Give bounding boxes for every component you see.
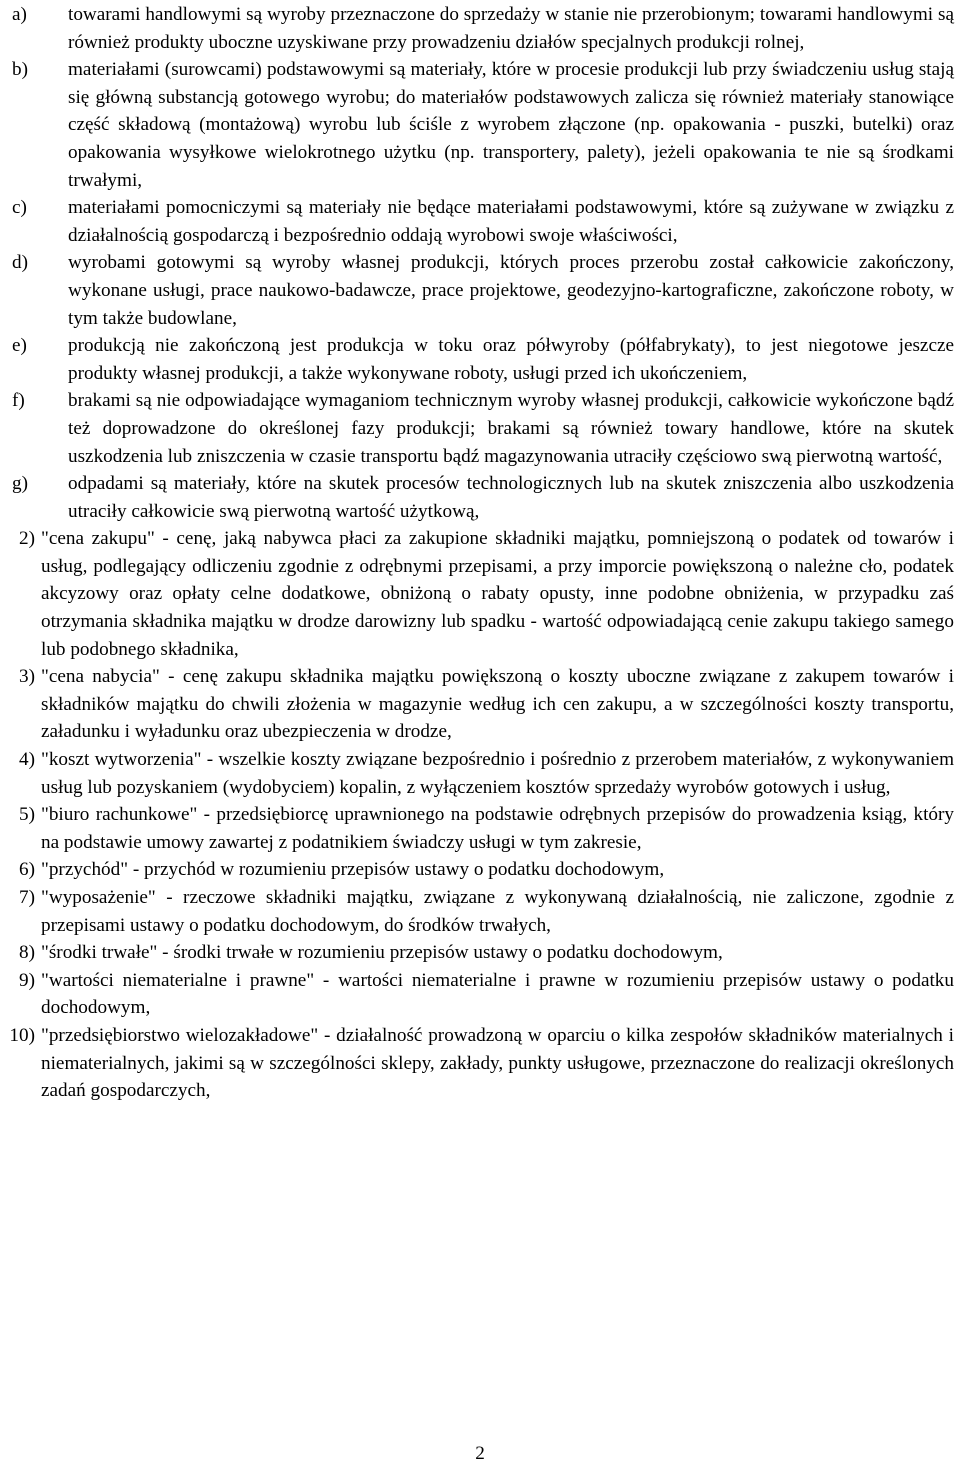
item-label: 7) [19, 887, 35, 908]
item-text: "środki trwałe" - środki trwałe w rozumieniu przepisów ustawy o podatku dochodowym, [41, 942, 723, 964]
list-item-6 [0, 856, 954, 884]
item-label: 3) [19, 666, 35, 688]
item-label: 9) [19, 969, 35, 991]
item-text: towarami handlowymi są wyroby przeznaczone do sprzedaży w stanie nie przerobionym; towarami handlowymi są również produkty uboczne uzyskiwane przy prowadzeniu działów specjalnych produkcji rolnej, [68, 4, 954, 53]
list-item-f [0, 387, 954, 470]
item-label: e) [12, 335, 27, 357]
list-item-9 [0, 967, 954, 1022]
page-number: 2 [475, 1443, 485, 1464]
item-label: 8) [19, 942, 35, 964]
list-item-e [0, 332, 954, 387]
item-text: materiałami pomocniczymi są materiały nie będące materiałami podstawowymi, które są zużywane w związku z działalnością gospodarczą i bezpośrednio oddają wyrobowi swoje właściwości, [68, 197, 954, 246]
list-item-2 [0, 525, 954, 663]
item-text: "cena zakupu" - cenę, jaką nabywca płaci za zakupione składniki majątku, pomniejszoną o podatek od towarów i usług, podlegający odliczeniu zgodnie z odrębnymi przepisami, a przy imporcie powiększoną o należne cło, podatek akcyzowy oraz opłaty celne dodatkowe, obniżoną o rabaty opusty, inne podobne obniżenia, w przypadku zaś otrzymania składnika majątku w drodze darowizny lub spadku - wartość odpowiadającą cenie zakupu takiego samego lub podobnego składnika, [41, 528, 954, 660]
list-item-b [0, 56, 954, 194]
item-text: materiałami (surowcami) podstawowymi są materiały, które w procesie produkcji lub przy świadczeniu usług stają się główną substancją gotowego wyrobu; do materiałów podstawowych zalicza się również materiały stanowiące część składową (montażową) wyrobu lub ściśle z wyrobem złączone (np. opakowania - puszki, butelki) oraz opakowania wysyłkowe wielokrotnego użytku (np. transportery, palety), jeżeli opakowania te nie są środkami trwałymi, [68, 59, 954, 191]
list-item-10 [0, 1022, 954, 1105]
list-item-g [0, 470, 954, 525]
list-item-c [0, 194, 954, 249]
item-label: g) [12, 473, 28, 495]
item-label: b) [12, 59, 28, 81]
item-label: 6) [19, 859, 35, 881]
list-item-5 [0, 801, 954, 856]
list-item-7 [0, 884, 954, 939]
list-item-a [0, 1, 954, 56]
item-text: "biuro rachunkowe" - przedsiębiorcę uprawnionego na podstawie odrębnych przepisów do prowadzenia ksiąg, który na podstawie umowy zawartej z podatnikiem świadczy usługi w tym zakresie, [41, 804, 954, 853]
item-text: "przedsiębiorstwo wielozakładowe" - działalność prowadzoną w oparciu o kilka zespołów składników materialnych i niematerialnych, jakimi są w szczególności sklepy, zakłady, punkty usługowe, przeznaczone do realizacji określonych zadań gospodarczych, [41, 1024, 954, 1102]
item-label: f) [12, 390, 25, 412]
item-label: 10) [9, 1024, 35, 1046]
item-text: "cena nabycia" - cenę zakupu składnika majątku powiększoną o koszty uboczne związane z zakupem towarów i składników majątku do chwili złożenia w magazynie według ich cen zakupu, a w szczególności koszty transportu, załadunku i wyładunku oraz ubezpieczenia w drodze, [41, 666, 954, 743]
item-label: 2) [19, 528, 35, 550]
list-item-3 [0, 663, 954, 746]
item-text: brakami są nie odpowiadające wymaganiom technicznym wyroby własnej produkcji, całkowicie wykończone bądź też doprowadzone do określonej fazy produkcji; brakami są również towary handlowe, które na skutek uszkodzenia lub zniszczenia w czasie transportu bądź magazynowania utraciły częściowo swą pierwotną wartość, [68, 390, 954, 467]
list-item-4 [0, 746, 954, 801]
item-text: odpadami są materiały, które na skutek procesów technologicznych lub na skutek zniszczenia albo uszkodzenia utraciły całkowicie swą pierwotną wartość użytkową, [68, 473, 954, 522]
item-text: "wyposażenie" - rzeczowe składniki majątku, związane z wykonywaną działalnością, nie zaliczone, zgodnie z przepisami ustawy o podatku dochodowym, do środków trwałych, [41, 887, 954, 936]
item-text: "koszt wytworzenia" - wszelkie koszty związane bezpośrednio i pośrednio z przerobem materiałów, z wykonywaniem usług lub pozyskaniem (wydobyciem) kopalin, z wyłączeniem kosztów sprzedaży wyrobów gotowych i usług, [41, 749, 954, 798]
item-label: d) [12, 252, 28, 274]
list-item-8 [0, 939, 954, 967]
item-label: 4) [19, 749, 35, 771]
item-label: c) [12, 197, 27, 219]
item-text: "przychód" - przychód w rozumieniu przepisów ustawy o podatku dochodowym, [41, 859, 665, 881]
item-text: wyrobami gotowymi są wyroby własnej produkcji, których proces przerobu został całkowicie zakończony, wykonane usługi, prace naukowo-badawcze, prace projektowe, geodezyjno-kartograficzne, zakończone roboty, w tym także budowlane, [68, 252, 954, 329]
list-item-d [0, 249, 954, 332]
item-text: "wartości niematerialne i prawne" - wartości niematerialne i prawne w rozumieniu przepisów ustawy o podatku dochodowym, [41, 969, 954, 1019]
item-label: 5) [19, 804, 35, 826]
item-text: produkcją nie zakończoną jest produkcja w toku oraz półwyroby (półfabrykaty), to jest niegotowe jeszcze produkty własnej produkcji, a także wykonywane roboty, usługi przed ich ukończeniem, [68, 335, 954, 384]
item-label: a) [12, 4, 27, 25]
definitions-list [0, 1, 960, 1105]
